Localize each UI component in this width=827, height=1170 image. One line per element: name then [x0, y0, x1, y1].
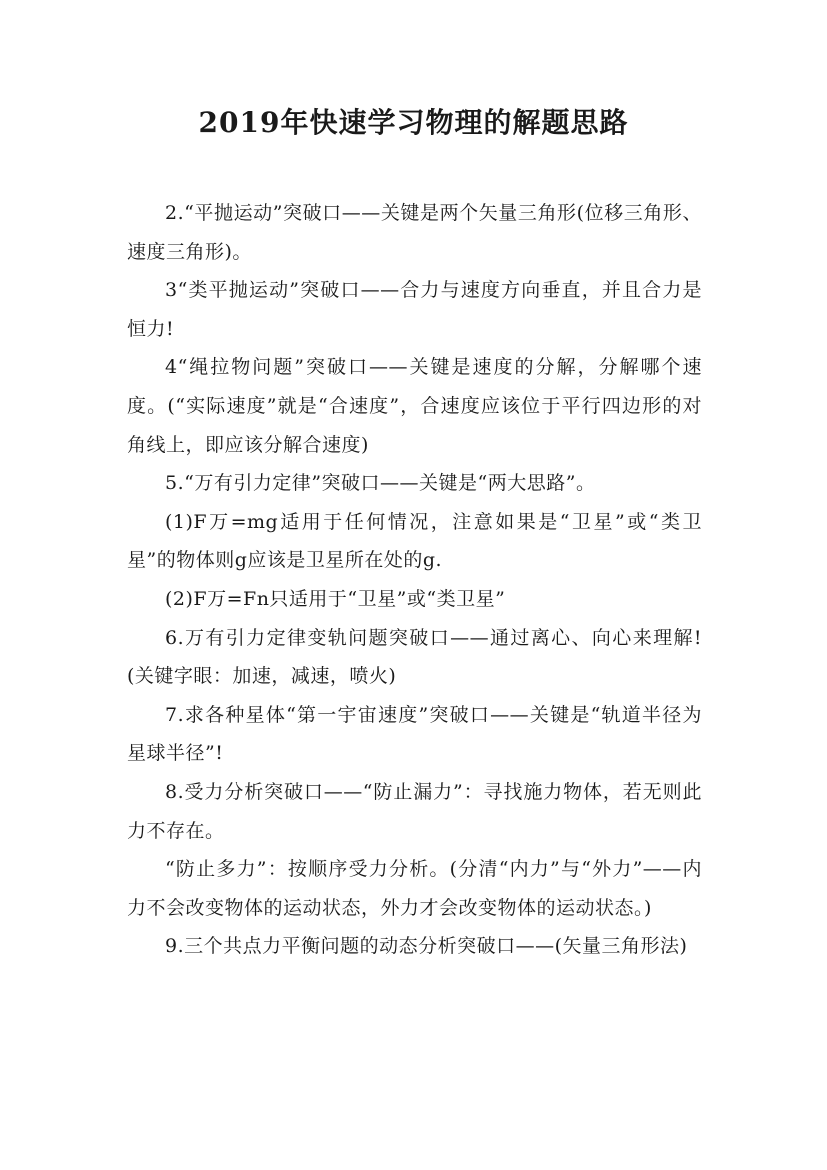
document-body: [127, 194, 702, 966]
paragraph-rope-pulling-object: 4“绳拉物问题”突破口——关键是速度的分解，分解哪个速度。(“实际速度”就是“合速度”，合速度应该位于平行四边形的对角线上，即应该分解合速度): [127, 356, 702, 456]
paragraph-force-analysis-extra: “防止多力”：按顺序受力分析。(分清“内力”与“外力”——内力不会改变物体的运动状态，外力才会改变物体的运动状态。): [127, 858, 702, 919]
paragraph-orbit-change: 6.万有引力定律变轨问题突破口——通过离心、向心来理解!(关键字眼：加速，减速，喷火): [127, 626, 702, 688]
document-title: 2019年快速学习物理的解题思路: [198, 106, 629, 139]
paragraph-gravitation-case-2: (2)F万=Fn只适用于“卫星”或“类卫星”: [165, 587, 506, 610]
paragraph-first-cosmic-velocity: 7.求各种星体“第一宇宙速度”突破口——关键是“轨道半径为星球半径”!: [127, 703, 702, 765]
paragraph-universal-gravitation: 5.“万有引力定律”突破口——关键是“两大思路”。: [165, 472, 596, 495]
paragraph-force-analysis-missing: 8.受力分析突破口——“防止漏力”：寻找施力物体，若无则此力不存在。: [127, 780, 702, 842]
paragraph-gravitation-case-1: (1)F万=mg适用于任何情况，注意如果是“卫星”或“类卫星”的物体则g应该是卫星所在处的g.: [127, 510, 702, 572]
paragraph-three-force-equilibrium: 9.三个共点力平衡问题的动态分析突破口——(矢量三角形法): [165, 935, 688, 958]
paragraph-quasi-projectile-motion: 3“类平抛运动”突破口——合力与速度方向垂直，并且合力是恒力!: [127, 279, 702, 340]
paragraph-projectile-motion: 2.“平抛运动”突破口——关键是两个矢量三角形(位移三角形、速度三角形)。: [127, 202, 702, 263]
